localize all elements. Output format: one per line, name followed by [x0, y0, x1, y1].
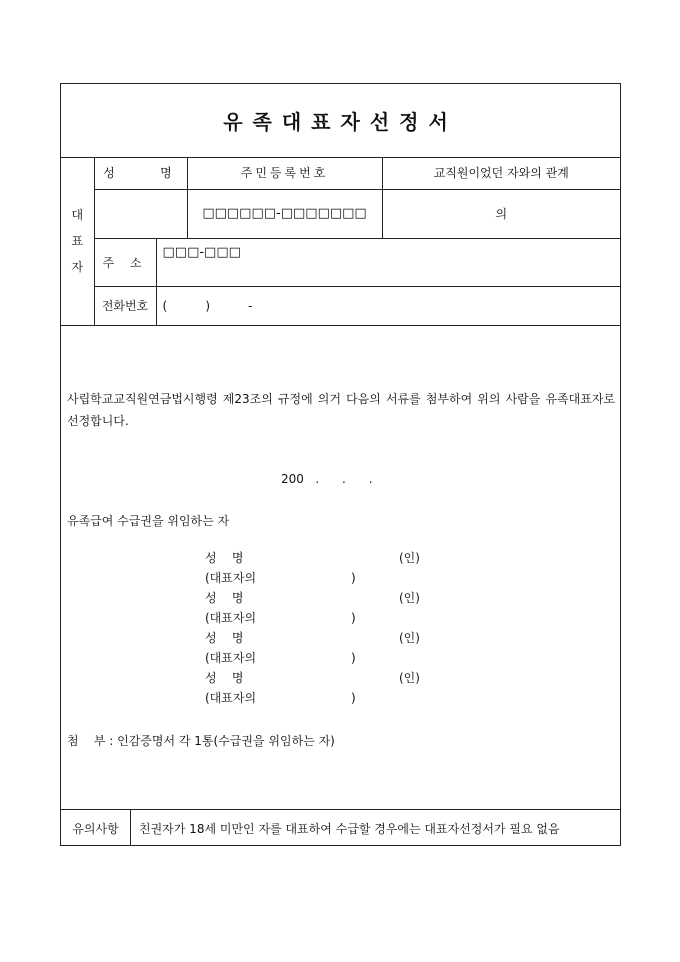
signer-relation-row[interactable]: (대표자의 ) — [205, 571, 356, 585]
page-title: 유족대표자선정서 — [223, 110, 458, 134]
seal-mark: (인) — [399, 671, 420, 685]
signer-block — [205, 668, 420, 708]
notes-label: 유의사항 — [61, 810, 131, 846]
statement-text: 사립학교교직원연금법시행령 제23조의 규정에 의거 다음의 서류를 첨부하여 위의 사람을 유족대표자로 선정합니다. — [67, 392, 615, 428]
signer-name-row[interactable]: 성 명 (인) — [205, 588, 256, 608]
phone-label: 전화번호 — [94, 286, 156, 325]
signer-relation-row[interactable]: (대표자의 ) — [205, 691, 356, 705]
notes-row — [61, 809, 620, 846]
address-field[interactable]: □□□-□□□ — [156, 238, 620, 286]
signer-block — [205, 628, 420, 668]
relation-header: 교직원이었던 자와의 관계 — [382, 157, 620, 189]
phone-field[interactable]: ( ) - — [156, 286, 620, 325]
signer-block — [205, 588, 420, 628]
seal-mark: (인) — [399, 631, 420, 645]
relation-field[interactable]: 의 — [382, 189, 620, 238]
representative-table — [61, 157, 620, 326]
delegate-heading: 유족급여 수급권을 위임하는 자 — [67, 514, 230, 528]
notes-text: 친권자가 18세 미만인 자를 대표하여 수급할 경우에는 대표자선정서가 필요 없음 — [139, 821, 560, 836]
seal-mark: (인) — [399, 591, 420, 605]
name-header: 성 명 — [94, 157, 187, 189]
signer-relation-row[interactable]: (대표자의 ) — [205, 651, 356, 665]
signer-name-row[interactable]: 성 명 (인) — [205, 628, 256, 648]
signer-name-row[interactable]: 성 명 (인) — [205, 668, 256, 688]
name-field[interactable] — [94, 189, 187, 238]
signer-name-row[interactable]: 성 명 (인) — [205, 548, 256, 568]
representative-label: 대 표 자 — [61, 157, 94, 325]
id-number-field[interactable]: □□□□□□-□□□□□□□ — [187, 189, 382, 238]
date-field[interactable]: 200 . . . — [281, 472, 373, 486]
seal-mark: (인) — [399, 551, 420, 565]
form-frame — [60, 83, 621, 846]
title-row — [61, 84, 620, 158]
signer-relation-row[interactable]: (대표자의 ) — [205, 611, 356, 625]
attachment-note: 첨 부 : 인감증명서 각 1통(수급권을 위임하는 자) — [67, 734, 335, 748]
signer-block — [205, 548, 420, 588]
id-number-header: 주민등록번호 — [187, 157, 382, 189]
address-label: 주 소 — [94, 238, 156, 286]
